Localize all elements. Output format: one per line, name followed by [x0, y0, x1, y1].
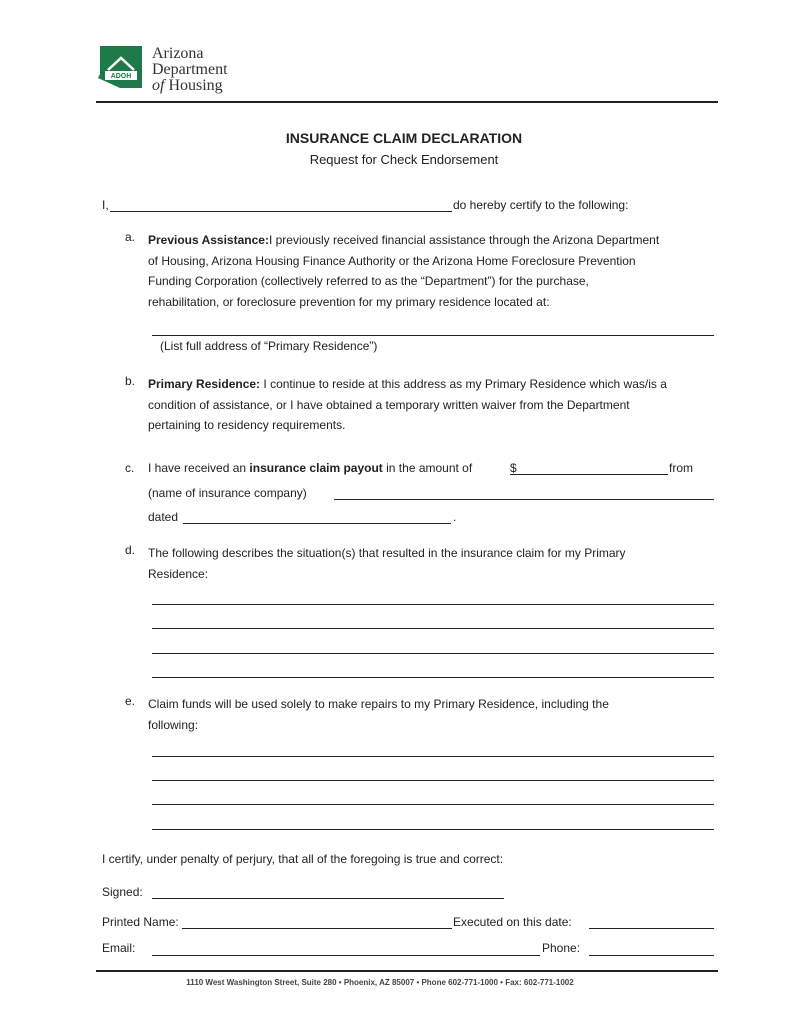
email-field-line[interactable]	[152, 955, 540, 956]
insurance-company-field-line[interactable]	[334, 499, 714, 500]
printed-name-field-line[interactable]	[182, 928, 452, 929]
repairs-line-3[interactable]	[152, 804, 714, 805]
logo-line-2: Department	[152, 61, 228, 78]
item-c-post: in the amount of	[382, 461, 473, 475]
name-field-line[interactable]	[110, 211, 452, 212]
item-a-text	[148, 230, 659, 312]
item-c-bold: insurance claim payout	[249, 461, 383, 475]
executed-date-label: Executed on this date:	[453, 915, 572, 929]
item-d-line: Residence:	[148, 566, 209, 581]
dollar-sign: $	[510, 461, 517, 475]
phone-label: Phone:	[542, 941, 581, 955]
intro-prefix: I,	[102, 198, 109, 212]
item-b-line: condition of assistance, or I have obtained a temporary written waiver from the Department	[148, 397, 630, 412]
signature-field-line[interactable]	[152, 898, 504, 899]
repairs-line-2[interactable]	[152, 780, 714, 781]
item-d-marker: d.	[125, 543, 136, 557]
situation-line-1[interactable]	[152, 604, 714, 605]
item-e-line: following:	[148, 717, 199, 732]
logo-line-3	[152, 78, 228, 94]
dated-period: .	[453, 510, 457, 524]
document-subtitle: Request for Check Endorsement	[309, 152, 499, 167]
certification-statement: I certify, under penalty of perjury, that all of the foregoing is true and correct:	[102, 852, 504, 866]
printed-name-label: Printed Name:	[102, 915, 179, 929]
item-b-marker: b.	[125, 374, 136, 388]
item-a-line: rehabilitation, or foreclosure prevention for my primary residence located at:	[148, 294, 550, 309]
amount-field-line[interactable]	[510, 474, 668, 475]
footer-rule	[96, 970, 718, 972]
email-label: Email:	[102, 941, 136, 955]
situation-line-4[interactable]	[152, 677, 714, 678]
item-a-line: of Housing, Arizona Housing Finance Authority or the Arizona Home Foreclosure Prevention	[148, 253, 636, 268]
logo-housing: Housing	[168, 77, 223, 94]
address-caption: (List full address of “Primary Residence”)	[160, 339, 378, 353]
item-b-line: pertaining to residency requirements.	[148, 418, 346, 432]
logo-text	[152, 46, 228, 94]
footer-address: 1110 West Washington Street, Suite 280 • Phoenix, AZ 85007 • Phone 602-771-1000 • Fax: 602-771-1002	[186, 978, 574, 987]
item-a-line: I previously received financial assistance through the Arizona Department	[268, 233, 660, 247]
phone-field-line[interactable]	[589, 955, 714, 956]
logo-line-1: Arizona	[152, 45, 204, 62]
item-d-line: The following describes the situation(s) that resulted in the insurance claim for my Primary	[148, 546, 626, 560]
item-c-marker: c.	[125, 461, 135, 475]
executed-date-field-line[interactable]	[589, 928, 714, 929]
arizona-house-logo-icon	[96, 44, 146, 90]
insurance-company-label: (name of insurance company)	[148, 486, 307, 500]
logo-of: of	[152, 77, 165, 94]
header-rule	[96, 101, 718, 103]
item-b-text	[148, 374, 667, 436]
from-label: from	[669, 461, 693, 475]
item-d-text	[148, 543, 626, 584]
item-c-text	[148, 461, 472, 475]
item-b-heading: Primary Residence:	[148, 377, 261, 391]
intro-suffix: do hereby certify to the following:	[453, 198, 629, 212]
address-field-line[interactable]	[152, 335, 714, 336]
item-c-pre: I have received an	[148, 461, 250, 475]
item-e-marker: e.	[125, 694, 136, 708]
logo	[96, 44, 146, 90]
dated-label: dated	[148, 510, 179, 524]
item-a-heading: Previous Assistance:	[148, 233, 269, 247]
dated-field-line[interactable]	[183, 523, 451, 524]
signed-label: Signed:	[102, 885, 143, 899]
svg-text:ADOH: ADOH	[110, 73, 132, 80]
item-b-line: I continue to reside at this address as my Primary Residence which was/is a	[260, 377, 667, 391]
item-e-line: Claim funds will be used solely to make repairs to my Primary Residence, including the	[148, 697, 609, 711]
repairs-line-1[interactable]	[152, 756, 714, 757]
document-title: INSURANCE CLAIM DECLARATION	[285, 130, 523, 146]
situation-line-2[interactable]	[152, 628, 714, 629]
situation-line-3[interactable]	[152, 653, 714, 654]
repairs-line-4[interactable]	[152, 829, 714, 830]
item-a-marker: a.	[125, 230, 136, 244]
item-a-line: Funding Corporation (collectively referred to as the “Department”) for the purchase,	[148, 274, 589, 288]
item-e-text	[148, 694, 609, 735]
